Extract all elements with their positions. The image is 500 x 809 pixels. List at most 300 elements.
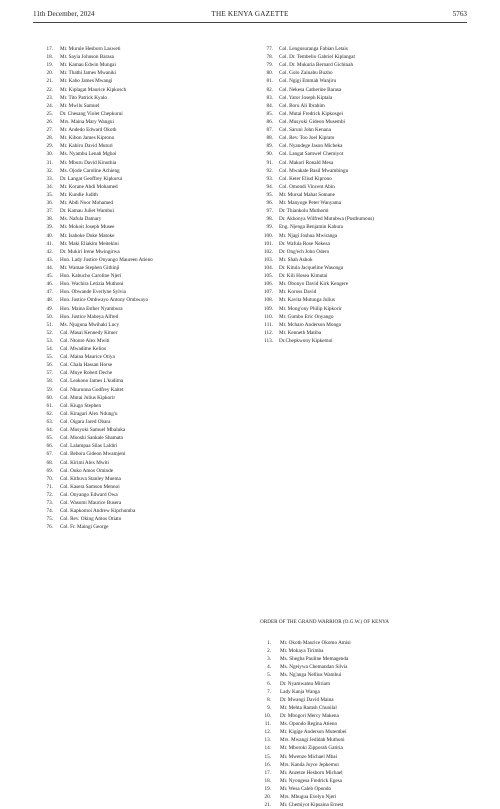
list-item — [260, 102, 465, 110]
list-item — [41, 499, 241, 507]
item-number: 86. — [266, 118, 273, 125]
item-name: Dr. Akhonya Wilfred Mutubwa (Posthumous) — [279, 216, 374, 223]
item-name: Mr. Thathi James Mwaniki — [60, 70, 117, 77]
item-number: 105. — [263, 273, 273, 280]
item-number: 108. — [263, 297, 273, 304]
page-number: 5763 — [452, 10, 467, 18]
item-name: Hon. Wachira Letizia Muthoni — [60, 281, 124, 288]
list-item — [41, 515, 241, 523]
list-item — [260, 329, 465, 337]
item-name: Ms. Shegba Pauline Memagenda — [280, 656, 349, 663]
item-number: 27. — [46, 127, 53, 134]
item-number: 37. — [46, 208, 53, 215]
item-number: 91. — [266, 159, 273, 166]
item-name: Mr. Okoth Maurice Okomo Amisi — [280, 640, 351, 646]
item-name: Col. Onyango Edward Owa — [60, 492, 118, 499]
list-item — [41, 134, 241, 142]
list-item — [41, 305, 241, 313]
list-item — [41, 402, 241, 410]
item-name: Ms. Ng'anga Nellius Wambui — [280, 672, 342, 679]
item-name: Dr. Langat Geoffrey Kipkurui — [60, 175, 123, 182]
list-item — [41, 207, 241, 215]
item-name: Mr. Mong'ony Philip Kipkorir — [279, 305, 342, 312]
item-number: 48. — [46, 297, 53, 304]
item-name: Dr. Mbogori Mercy Makena — [280, 712, 339, 719]
item-number: 99. — [266, 224, 273, 231]
item-name: Hon. Obwande Everlyne Sylvia — [60, 289, 126, 296]
item-number: 38. — [46, 216, 53, 223]
item-name: Ms. Ojode Caroline Achieng — [60, 167, 120, 174]
item-name: Dr. Nyamwamu Miriam — [280, 680, 330, 687]
item-name: Mr. Sayia Johnson Barasa — [60, 54, 114, 61]
item-name: Col. Lalampaa Silas Laldiri — [60, 443, 118, 450]
item-number: 24. — [46, 102, 53, 109]
item-name: Col. Golo Zainabu Buzho — [279, 70, 333, 77]
item-name: Mr. Mehta Ramsh Chunilal — [280, 704, 337, 711]
item-number: 74. — [46, 508, 53, 515]
list-item — [41, 491, 241, 499]
item-number: 10. — [264, 712, 271, 719]
item-number: 112. — [264, 329, 273, 336]
item-name: Col. Keter Eliud Kiprono — [279, 175, 332, 182]
list-item — [41, 199, 241, 207]
item-name: Col. Ngigi Emmah Wanjiru — [279, 78, 337, 85]
item-number: 15. — [264, 753, 271, 760]
item-number: 46. — [46, 281, 53, 288]
item-name: Mr. Mursal Mahat Somane — [279, 191, 335, 198]
item-number: 23. — [46, 94, 53, 101]
item-name: Col. Makori Ronald Mesa — [279, 159, 334, 166]
item-number: 84. — [266, 102, 273, 109]
item-number: 93. — [266, 175, 273, 182]
list-item — [260, 77, 465, 85]
item-name: Col. Nkurunna Godfrey Kaitet — [60, 386, 124, 393]
list-item — [41, 418, 241, 426]
item-number: 58. — [46, 378, 53, 385]
item-number: 92. — [266, 167, 273, 174]
item-name: Col. Omondi Vincent Abin — [279, 183, 335, 190]
item-name: Col. Boru Ali Ibrahim — [279, 102, 325, 109]
list-item — [260, 126, 465, 134]
item-number: 3. — [267, 656, 271, 663]
item-name: Mrs. Mwangi Jedidah Muthoni — [280, 737, 345, 744]
item-number: 9. — [267, 704, 271, 711]
list-item — [41, 353, 241, 361]
item-number: 12. — [264, 729, 271, 736]
item-name: Mr. Koross David — [279, 289, 317, 296]
list-item — [41, 45, 241, 53]
list-item — [41, 248, 241, 256]
header-date: 11th December, 2024 — [33, 10, 95, 18]
item-number: 94. — [266, 183, 273, 190]
item-number: 5. — [267, 672, 271, 679]
list-item — [41, 369, 241, 377]
item-name: Dr. Ong'ech John Odero — [279, 248, 330, 255]
item-number: 101. — [263, 240, 273, 247]
list-item — [260, 215, 465, 223]
item-number: 111. — [264, 321, 273, 328]
right-column-list — [260, 45, 465, 345]
list-item — [41, 223, 241, 231]
item-name: Col. Dr. Mukuria Bernard Gichinah — [279, 62, 354, 69]
item-name: Mr. Wesa Caleb Opondo — [280, 785, 332, 792]
item-name: Mr. Kiplagat Maurice Kipkosch — [60, 86, 127, 93]
item-number: 21. — [264, 802, 271, 809]
item-number: 87. — [266, 127, 273, 134]
item-number: 1. — [267, 640, 271, 646]
list-item — [260, 248, 465, 256]
item-name: Ms. Nafula Damary — [60, 216, 102, 223]
list-item — [260, 305, 465, 313]
item-number: 59. — [46, 386, 53, 393]
item-name: Col. Bebora Gideon Mwamjeni — [60, 451, 126, 458]
item-name: Col. Kasera Samson Mennoi — [60, 483, 120, 490]
list-item — [260, 110, 465, 118]
item-number: 20. — [46, 70, 53, 77]
item-number: 20. — [264, 794, 271, 801]
item-name: Mrs. Mbugua Evelyn Njeri — [280, 794, 337, 801]
list-item — [41, 483, 241, 491]
item-name: Dr. Chesang Violet Chepkurui — [60, 110, 123, 117]
item-name: Ms. Opondo Regina Atieno — [280, 721, 338, 728]
item-number: 18. — [264, 777, 271, 784]
item-number: 75. — [46, 516, 53, 523]
item-name: Mr. Kigige Anderson Mutembei — [280, 729, 347, 736]
item-name: Dr. Mwangi David Maina — [280, 696, 334, 703]
list-item — [41, 386, 241, 394]
list-item — [41, 321, 241, 329]
list-item — [260, 45, 465, 53]
item-number: 79. — [266, 62, 273, 69]
order-heading: ORDER OF THE GRAND WARRIOR (O.G.W.) OF KENYA — [260, 619, 390, 625]
list-item — [41, 361, 241, 369]
item-number: 81. — [266, 78, 273, 85]
list-item — [41, 337, 241, 345]
list-item — [41, 280, 241, 288]
list-item — [260, 150, 465, 158]
item-name: Mr. Kavita Mutunga Julius — [279, 297, 335, 304]
item-number: 47. — [46, 289, 53, 296]
list-item — [41, 329, 241, 337]
item-name: Mr. Maki Eliakim Meitekini — [60, 240, 119, 247]
item-name: Col. Nekesa Catherine Barasa — [279, 86, 342, 93]
item-number: 61. — [46, 402, 53, 409]
list-item — [260, 183, 465, 191]
list-item — [260, 159, 465, 167]
item-name: Dr. Wafula Rose Nekesa — [279, 240, 330, 247]
item-name: Mr. Mokaya Tirimba — [280, 648, 324, 655]
item-number: 29. — [46, 143, 53, 150]
list-item — [41, 523, 241, 531]
item-number: 65. — [46, 435, 53, 442]
item-name: Ms. Njuguna Mwihaki Lucy — [60, 321, 120, 328]
item-number: 17. — [264, 769, 271, 776]
item-name: Mrs. Maina Mary Wangui — [60, 118, 114, 125]
item-number: 95. — [266, 191, 273, 198]
item-name: Mr. Gumbo Eric Onyango — [279, 313, 334, 320]
item-number: 17. — [46, 46, 53, 52]
list-item — [41, 167, 241, 175]
item-number: 88. — [266, 135, 273, 142]
item-number: 85. — [266, 110, 273, 117]
item-name: Mr. Murule Hesborn Lasweti — [60, 46, 121, 52]
item-number: 57. — [46, 370, 53, 377]
item-number: 102. — [263, 248, 273, 255]
list-item — [41, 394, 241, 402]
list-item — [260, 256, 465, 264]
list-item — [41, 450, 241, 458]
list-item — [260, 313, 465, 321]
item-number: 22. — [46, 86, 53, 93]
list-item — [41, 272, 241, 280]
item-number: 2. — [267, 648, 271, 655]
item-name: Col. Leakono James L'kudima — [60, 378, 124, 385]
list-item — [41, 232, 241, 240]
item-number: 4. — [267, 664, 271, 671]
item-name: Mr. Mburu David Kinuthia — [60, 159, 117, 166]
item-name: Mr. Kabiru David Muturi — [60, 143, 113, 150]
list-item — [41, 410, 241, 418]
item-number: 11. — [264, 721, 271, 728]
item-name: Col. Kapkomoi Andrew Kipchumba — [60, 508, 136, 515]
item-name: Col. Lengusuranga Fabian Letais — [279, 46, 348, 52]
item-number: 25. — [46, 110, 53, 117]
item-name: Col. Kirimi Alex Mwiti — [60, 459, 109, 466]
item-name: Mr. Korane Abdi Mohamed — [60, 183, 118, 190]
list-item — [41, 264, 241, 272]
item-number: 66. — [46, 443, 53, 450]
item-number: 113. — [264, 337, 273, 344]
item-name: Col. Mutai Fredrick Kipkosgei — [279, 110, 343, 117]
list-item — [41, 434, 241, 442]
item-number: 40. — [46, 232, 53, 239]
list-item — [260, 94, 465, 102]
item-number: 14. — [264, 745, 271, 752]
item-name: Mr. Wamae Stephen Githinji — [60, 264, 120, 271]
item-name: Dr. Kitula Jacqueline Wasonga — [279, 264, 344, 271]
list-item — [41, 240, 241, 248]
item-name: Mrs. Kanda Joyce Jepkemoi — [280, 761, 339, 768]
item-number: 69. — [46, 467, 53, 474]
item-number: 80. — [266, 70, 273, 77]
list-item — [41, 313, 241, 321]
item-number: 36. — [46, 200, 53, 207]
item-number: 82. — [266, 86, 273, 93]
list-item — [41, 159, 241, 167]
list-item — [41, 215, 241, 223]
item-number: 50. — [46, 313, 53, 320]
item-number: 67. — [46, 451, 53, 458]
item-name: Col. Muye Robert Deche — [60, 370, 113, 377]
item-name: Col. Ntonre Alex Mwiti — [60, 337, 110, 344]
item-number: 39. — [46, 224, 53, 231]
item-number: 73. — [46, 500, 53, 507]
item-name: Col. Mwakale Basil Mwambingu — [279, 167, 349, 174]
item-number: 35. — [46, 191, 53, 198]
list-item — [41, 110, 241, 118]
item-name: Mr. Kabo James Mwangi — [60, 78, 113, 85]
item-number: 106. — [263, 281, 273, 288]
item-name: Mr. Njagi Joshua Mwiranga — [279, 232, 338, 239]
item-name: Col. Rev. Too Joel Kiprato — [279, 135, 335, 142]
item-number: 90. — [266, 151, 273, 158]
item-name: Dr. Mukiri Irene Mwingirwa — [60, 248, 120, 255]
item-name: Mr. Kamau Edwin Mungai — [60, 62, 116, 69]
list-item — [41, 126, 241, 134]
item-number: 49. — [46, 305, 53, 312]
item-name: Col. Mooshi Sankale Shamata — [60, 435, 123, 442]
item-name: Col. Rev. Oking Amos Otiato — [60, 516, 122, 523]
list-item — [41, 175, 241, 183]
list-item — [41, 183, 241, 191]
list-item — [260, 53, 465, 61]
item-number: 72. — [46, 492, 53, 499]
item-name: Mr. Tito Patrick Kyalo — [60, 94, 107, 101]
item-number: 33. — [46, 175, 53, 182]
item-number: 34. — [46, 183, 53, 190]
right-column — [260, 45, 465, 809]
list-item — [41, 102, 241, 110]
item-name: Mr. Obonyo David Kirk Kengere — [279, 281, 349, 288]
list-item — [41, 296, 241, 304]
item-number: 19. — [264, 785, 271, 792]
list-item — [41, 507, 241, 515]
item-number: 45. — [46, 273, 53, 280]
gazette-title: THE KENYA GAZETTE — [211, 10, 289, 18]
list-item — [260, 142, 465, 150]
list-item — [260, 191, 465, 199]
item-name: Col. Mutai Julius Kipkorir — [60, 394, 116, 401]
list-item — [260, 175, 465, 183]
item-number: 7. — [267, 688, 271, 695]
item-number: 54. — [46, 346, 53, 353]
list-item — [260, 232, 465, 240]
item-number: 53. — [46, 337, 53, 344]
list-item — [41, 142, 241, 150]
item-number: 109. — [263, 305, 273, 312]
item-number: 18. — [46, 54, 53, 61]
item-name: Dr. Kili Hosea Kimutai — [279, 273, 328, 280]
item-name: Ms. Nyambu Lenah Mghoi — [60, 151, 117, 158]
list-item — [260, 240, 465, 248]
item-number: 41. — [46, 240, 53, 247]
list-item — [260, 69, 465, 77]
item-name: Col. Langat Samwel Chemiyot — [279, 151, 344, 158]
item-name: Col. Saruni John Kenana — [279, 127, 331, 134]
item-name: Dr. Kamau Juliet Wambui — [60, 208, 114, 215]
item-name: Col. Dr. Tembelio Gabriel Kiplangat — [279, 54, 355, 61]
item-number: 98. — [266, 216, 273, 223]
item-number: 62. — [46, 410, 53, 417]
item-name: Ms. Ngeiywa Chemandan Silvia — [280, 664, 348, 671]
item-number: 68. — [46, 459, 53, 466]
list-item — [260, 264, 465, 272]
item-number: 89. — [266, 143, 273, 150]
list-item — [41, 191, 241, 199]
item-name: Mr. Anzetze Hesborn Michael — [280, 769, 343, 776]
list-item — [41, 345, 241, 353]
item-name: Col. Ouko Amos Ominde — [60, 467, 114, 474]
item-name: Hon. Maina Esther Nyambura — [60, 305, 123, 312]
list-item — [260, 223, 465, 231]
item-name: Lady Kanja Wanga — [280, 688, 320, 695]
item-name: Dr.Chepkwony Kipkemoi — [279, 337, 333, 344]
item-name: Mr. Mwilu Samuel — [60, 102, 100, 109]
list-item — [41, 377, 241, 385]
list-item — [41, 467, 241, 475]
list-item — [260, 118, 465, 126]
item-number: 64. — [46, 427, 53, 434]
list-item — [260, 207, 465, 215]
list-item — [41, 118, 241, 126]
item-number: 60. — [46, 394, 53, 401]
page-header — [33, 8, 467, 20]
item-name: Col. Musyoki Samuel Mbaluka — [60, 427, 126, 434]
list-item — [41, 150, 241, 158]
item-number: 13. — [264, 737, 271, 744]
item-name: Col. Masai Kennedy Kituer — [60, 329, 118, 336]
list-item — [41, 77, 241, 85]
item-number: 100. — [263, 232, 273, 239]
item-name: Mr. Abdi Noor Mohamed — [60, 200, 114, 207]
item-name: Mr. Shah Ashok — [279, 256, 313, 263]
list-item — [260, 86, 465, 94]
item-number: 52. — [46, 329, 53, 336]
list-item — [41, 94, 241, 102]
item-number: 55. — [46, 354, 53, 361]
header-rule — [33, 22, 467, 23]
item-name: Mr. Isaboke Duke Matoke — [60, 232, 115, 239]
item-name: Hon. Lady Justice Onyango Maureen Atieno — [60, 256, 153, 263]
list-item — [41, 426, 241, 434]
left-column — [41, 45, 241, 532]
item-number: 83. — [266, 94, 273, 101]
item-number: 30. — [46, 151, 53, 158]
item-name: Mr. Manyoge Peter Wanyama — [279, 200, 342, 207]
item-name: Col. Kiragari Alex Ndung'u — [60, 410, 118, 417]
item-name: Mr. Mboroki Zipporah Gatiria — [280, 745, 343, 752]
item-name: Hon. Kabucho Caroline Njeri — [60, 273, 122, 280]
list-item — [260, 134, 465, 142]
item-name: Mr. Kenneth Matiba — [279, 329, 322, 336]
item-number: 103. — [263, 256, 273, 263]
list-item — [41, 256, 241, 264]
item-number: 32. — [46, 167, 53, 174]
item-name: Col. Fr. Maingi George — [60, 524, 109, 531]
list-item — [260, 296, 465, 304]
item-name: Mr. Mcharo Anderson Mongo — [279, 321, 342, 328]
item-name: Mr. Mwenze Michael Mbai — [280, 753, 338, 760]
list-item — [260, 288, 465, 296]
item-name: Mr. Nyongesa Fredrick Egesa — [280, 777, 342, 784]
item-number: 104. — [263, 264, 273, 271]
item-number: 43. — [46, 256, 53, 263]
item-name: Hon. Justice Mabeya Alfred — [60, 313, 119, 320]
item-name: Mr. Kundie Judith — [60, 191, 98, 198]
item-number: 97. — [266, 208, 273, 215]
item-name: Mr. Mokoit Joseph Musee — [60, 224, 115, 231]
item-number: 21. — [46, 78, 53, 85]
list-item — [260, 321, 465, 329]
item-number: 78. — [266, 54, 273, 61]
item-name: Mr. Kibon James Kiprono — [60, 135, 115, 142]
item-name: Col. Chala Hassan Horse — [60, 362, 113, 369]
item-number: 70. — [46, 475, 53, 482]
item-number: 26. — [46, 118, 53, 125]
item-number: 63. — [46, 419, 53, 426]
item-number: 28. — [46, 135, 53, 142]
item-name: Col. Musyoki Gideon Musembi — [279, 118, 345, 125]
